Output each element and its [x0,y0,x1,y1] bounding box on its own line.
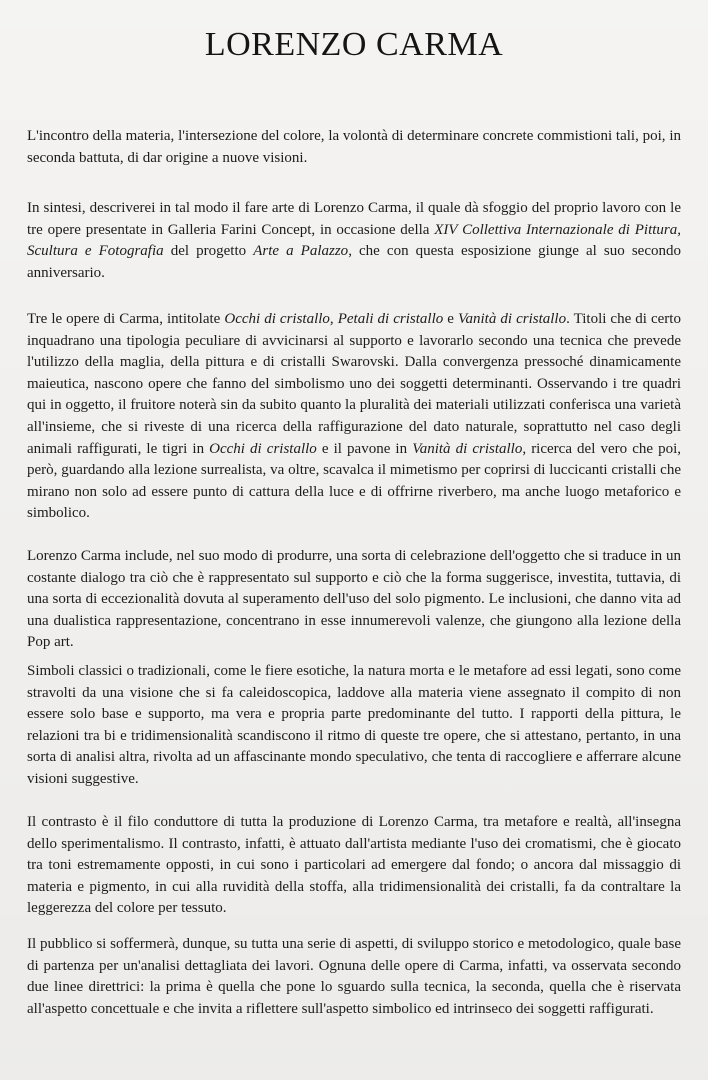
paragraph-3-italic-titles: Occhi di cristallo, Petali di cristallo [224,311,444,327]
paragraph-3-italic-title: Occhi di cristallo [209,440,317,457]
paragraph-3 [27,309,681,525]
paragraph-7: Il pubblico si soffermerà, dunque, su tutta una serie di aspetti, di sviluppo storico e metodologico, quale base di partenza per un'analisi dettagliata dei lavori. Ognuna delle opere di Carma, infatti, va osservata secondo due linee direttrici: la prima è quella che pone lo sguardo sulla tecnica, la seconda, quella che è riservata all'aspetto concettuale e che invita a riflettere sull'aspetto simbolico ed intrinseco dei soggetti raffigurati. [27,936,681,1017]
paragraph-3-text: Tre le opere di Carma, intitolate [27,311,225,327]
paragraph-3-text: e [443,311,458,327]
paragraph-2-text: , che con questa esposizione giunge al suo secondo anniversario. [27,243,681,281]
paragraph-3-text: e il pavone in [316,440,413,457]
paragraph-2-italic-exhibition: XIV Collettiva Internazionale di Pittura, Scultura e Fotografia [27,221,681,260]
paragraph-3-italic-title: Vanità di cristallo [412,440,523,457]
paragraph-5: Simboli classici o tradizionali, come le fiere esotiche, la natura morta e le metafore ad essi legati, sono come stravolti da una visione che si fa caleidoscopica, laddove alla materia viene assegnato il compito di non essere solo base e supporto, ma vera e propria parte predominante del tutto. I rapporti della pittura, le relazioni tra bi e tridimensionalità scandiscono il ritmo di queste tre opere, che si attestano, pertanto, in una sorta di analisi altra, rivolta ad un affascinante mondo speculativo, che tenta di raccogliere e afferrare alcune visioni suggestive. [27,663,681,787]
paragraph-2 [27,198,681,284]
paragraph-1: L'incontro della materia, l'intersezione del colore, la volontà di determinare concrete commistioni tali, poi, in seconda battuta, di dar origine a nuove visioni. [27,128,681,166]
page-title: LORENZO CARMA [204,26,504,63]
paragraph-6: Il contrasto è il filo conduttore di tutta la produzione di Lorenzo Carma, tra metafore e realtà, all'insegna dello sperimentalismo. Il contrasto, infatti, è attuato dall'artista mediante l'uso dei cromatismi, che è giocato tra toni estremamente opposti, in cui sono i particolari ad emergere dal fondo; o ancora dal missaggio di materia e pigmento, in cui alla ruvidità della stoffa, alla tridimensionalità dei cristalli, fa da contraltare la leggerezza del colore per tessuto. [27,814,681,917]
paragraph-2-text: In sintesi, descriverei in tal modo il fare arte di Lorenzo Carma, il quale dà sfoggio del proprio lavoro con le tre opere presentate in Galleria Farini Concept, in occasione della [27,200,681,238]
paragraph-4: Lorenzo Carma include, nel suo modo di produrre, una sorta di celebrazione dell'oggetto che si traduce in un costante dialogo tra ciò che è rappresentato sul supporto e ciò che la forma suggerisce, investita, tuttavia, di una sorta di eccezionalità dovuta al superamento dell'uso del solo pigmento. Le inclusioni, che danno vita ad una dualistica rappresentazione, concentrano in esse innumerevoli valenze, che giungono alla lezione della Pop art. [27,548,681,651]
paragraph-2-text: del progetto [163,243,254,260]
paragraph-3-text: . Titoli che di certo inquadrano una tipologia peculiare di avvicinarsi al supporto e lavorarlo secondo una tecnica che prevede l'utilizzo della maglia, della pittura e di cristalli Swarovski. Dalla convergenza pressoché dinamicamente maieutica, nascono opere che fanno del simbolismo uno dei soggetti determinanti. Osservando i tre quadri qui in oggetto, il fruitore noterà sin da subito quanto la pluralità dei materiali utilizzati conferisca una varietà all'insieme, che si riveste di una ricerca della raffigurazione del dato naturale, soprattutto nel caso degli animali raffigurati, le tigri in [27,311,681,457]
paragraph-2-italic-project: Arte a Palazzo [253,243,349,260]
paragraph-3-text: , ricerca del vero che poi, però, guardando alla lezione surrealista, va oltre, scavalca il mimetismo per coprirsi di luccicanti cristalli che mirano non solo ad essere punto di cattura della luce e di offrirne riverbero, ma anche luogo metaforico e simbolico. [27,440,681,522]
paragraph-3-italic-title: Vanità di cristallo [458,311,567,327]
